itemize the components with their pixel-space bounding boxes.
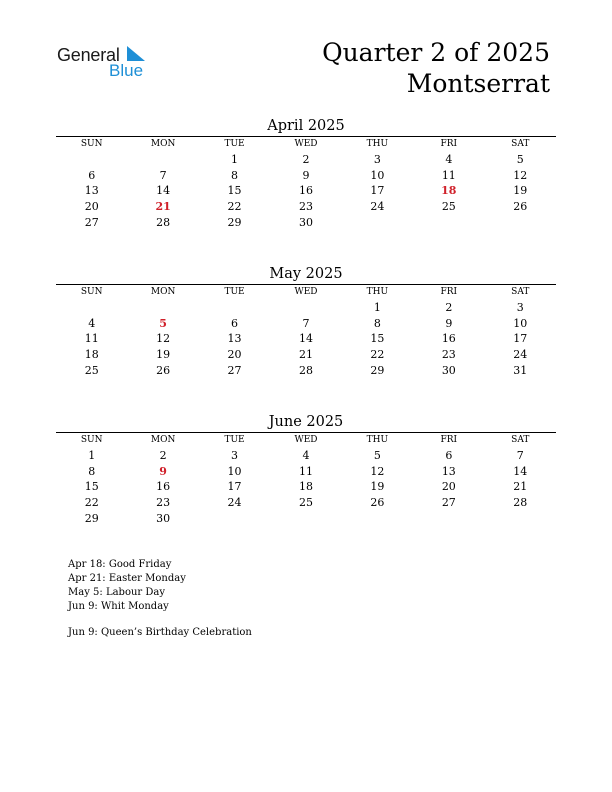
empty-day-cell (413, 511, 484, 527)
day-cell: 1 (373, 301, 381, 314)
weekday-label: SAT (511, 287, 530, 297)
day-cell: 21 (298, 348, 313, 362)
month-title: June 2025 (268, 414, 344, 430)
day-cell: 10 (513, 316, 528, 330)
calendar-month-may (56, 264, 556, 379)
weekday-label: MON (150, 139, 176, 149)
weekday-header-row (56, 285, 556, 300)
day-cell: 8 (88, 464, 96, 478)
title-country: Montserrat (406, 69, 550, 98)
day-cell: 11 (441, 168, 456, 182)
week-row (56, 199, 556, 215)
empty-day-cell (127, 152, 198, 168)
day-cell: 19 (513, 184, 528, 198)
calendar-month-april (56, 116, 556, 231)
day-cell: 18 (298, 480, 313, 494)
day-cell: 26 (370, 496, 385, 510)
month-grid (56, 285, 556, 379)
day-cell: 29 (227, 215, 242, 229)
month-grid (56, 433, 556, 527)
day-cell: 19 (370, 480, 385, 494)
day-cell: 13 (84, 184, 99, 198)
page-title (322, 37, 550, 99)
week-row (56, 495, 556, 511)
generalblue-logo (57, 42, 167, 82)
day-cell: 16 (441, 332, 456, 346)
day-cell: 14 (513, 464, 528, 478)
empty-day-cell (56, 300, 127, 316)
empty-day-cell (270, 511, 341, 527)
weekday-header-row (56, 433, 556, 448)
holiday-day-cell: 9 (159, 464, 167, 478)
day-cell: 31 (513, 363, 528, 377)
week-row (56, 215, 556, 231)
logo-triangle-icon (125, 46, 147, 62)
day-cell: 7 (302, 316, 310, 330)
day-cell: 27 (441, 496, 456, 510)
day-cell: 24 (513, 348, 528, 362)
day-cell: 4 (88, 316, 96, 330)
weekday-label: THU (366, 139, 389, 149)
day-cell: 10 (227, 464, 242, 478)
day-cell: 28 (298, 363, 313, 377)
weekday-label: SUN (80, 435, 103, 445)
day-cell: 16 (156, 480, 171, 494)
day-cell: 15 (227, 184, 242, 198)
day-cell: 6 (231, 316, 239, 330)
day-cell: 3 (231, 449, 239, 462)
week-row (56, 168, 556, 184)
weekday-label: SUN (80, 287, 103, 297)
day-cell: 9 (302, 168, 310, 182)
day-cell: 2 (159, 449, 167, 462)
day-cell: 30 (156, 511, 171, 525)
day-cell: 17 (513, 332, 528, 346)
week-row (56, 479, 556, 495)
day-cell: 14 (298, 332, 313, 346)
day-cell: 15 (370, 332, 385, 346)
day-cell: 19 (156, 348, 171, 362)
day-cell: 3 (516, 301, 524, 314)
day-cell: 16 (298, 184, 313, 198)
day-cell: 13 (441, 464, 456, 478)
day-cell: 29 (84, 511, 99, 525)
day-cell: 1 (88, 449, 96, 462)
day-cell: 20 (227, 348, 242, 362)
day-cell: 27 (227, 363, 242, 377)
month-title: May 2025 (269, 266, 343, 282)
week-row (56, 347, 556, 363)
weekday-label: FRI (440, 435, 458, 445)
empty-day-cell (342, 511, 413, 527)
weekday-label: TUE (224, 287, 245, 297)
day-cell: 6 (88, 168, 96, 182)
day-cell: 5 (516, 153, 524, 166)
day-cell: 12 (513, 168, 528, 182)
observance-note: Jun 9: Queen’s Birthday Celebration (68, 627, 252, 638)
week-row (56, 448, 556, 464)
holiday-day-cell: 5 (159, 316, 167, 330)
day-cell: 7 (159, 168, 167, 182)
day-cell: 2 (302, 153, 310, 166)
day-cell: 15 (84, 480, 99, 494)
weekday-label: THU (366, 435, 389, 445)
month-title: April 2025 (267, 118, 345, 134)
day-cell: 11 (298, 464, 313, 478)
day-cell: 23 (441, 348, 456, 362)
day-cell: 20 (84, 200, 99, 214)
weekday-label: MON (150, 435, 176, 445)
empty-day-cell (413, 215, 484, 231)
day-cell: 7 (516, 449, 524, 462)
day-cell: 24 (370, 200, 385, 214)
day-cell: 23 (156, 496, 171, 510)
day-cell: 22 (370, 348, 385, 362)
day-cell: 26 (513, 200, 528, 214)
day-cell: 28 (156, 215, 171, 229)
weekday-label: TUE (224, 435, 245, 445)
day-cell: 30 (298, 215, 313, 229)
day-cell: 30 (441, 363, 456, 377)
weekday-label: WED (294, 435, 318, 445)
day-cell: 21 (513, 480, 528, 494)
day-cell: 18 (84, 348, 99, 362)
logo-text-blue: Blue (109, 61, 144, 80)
weekday-label: SUN (80, 139, 103, 149)
week-row (56, 331, 556, 347)
week-row (56, 316, 556, 332)
calendar-month-june (56, 412, 556, 527)
day-cell: 24 (227, 496, 242, 510)
title-quarter: Quarter 2 of 2025 (322, 38, 550, 67)
weekday-label: FRI (440, 139, 458, 149)
logo-text-general: General (57, 45, 120, 65)
weekday-label: WED (294, 287, 318, 297)
day-cell: 2 (445, 301, 453, 314)
day-cell: 29 (370, 363, 385, 377)
holiday-note: May 5: Labour Day (68, 587, 165, 598)
day-cell: 23 (298, 200, 313, 214)
empty-day-cell (342, 215, 413, 231)
empty-day-cell (199, 300, 270, 316)
empty-day-cell (56, 152, 127, 168)
day-cell: 1 (231, 153, 239, 166)
weekday-label: SAT (511, 435, 530, 445)
month-grid (56, 137, 556, 231)
day-cell: 25 (298, 496, 313, 510)
day-cell: 22 (227, 200, 242, 214)
empty-day-cell (199, 511, 270, 527)
empty-day-cell (485, 511, 556, 527)
day-cell: 5 (373, 449, 381, 462)
weekday-label: FRI (440, 287, 458, 297)
day-cell: 17 (227, 480, 242, 494)
day-cell: 20 (441, 480, 456, 494)
day-cell: 26 (156, 363, 171, 377)
day-cell: 17 (370, 184, 385, 198)
day-cell: 8 (373, 316, 381, 330)
day-cell: 13 (227, 332, 242, 346)
empty-day-cell (127, 300, 198, 316)
day-cell: 3 (373, 153, 381, 166)
day-cell: 10 (370, 168, 385, 182)
holiday-day-cell: 21 (155, 200, 171, 214)
day-cell: 8 (231, 168, 239, 182)
day-cell: 25 (84, 363, 99, 377)
week-row (56, 464, 556, 480)
day-cell: 25 (441, 200, 456, 214)
week-row (56, 300, 556, 316)
day-cell: 14 (156, 184, 171, 198)
weekday-label: SAT (511, 139, 530, 149)
weekday-label: THU (366, 287, 389, 297)
week-row (56, 152, 556, 168)
holiday-notes (68, 558, 252, 640)
holiday-day-cell: 18 (441, 184, 457, 198)
weekday-label: WED (294, 139, 318, 149)
day-cell: 27 (84, 215, 99, 229)
holiday-note: Apr 18: Good Friday (68, 559, 172, 570)
empty-day-cell (270, 300, 341, 316)
day-cell: 28 (513, 496, 528, 510)
holiday-note: Jun 9: Whit Monday (68, 601, 169, 612)
day-cell: 4 (445, 153, 453, 166)
holiday-note: Apr 21: Easter Monday (68, 573, 186, 584)
day-cell: 22 (84, 496, 99, 510)
empty-day-cell (485, 215, 556, 231)
weekday-header-row (56, 137, 556, 152)
week-row (56, 511, 556, 527)
day-cell: 9 (445, 316, 453, 330)
day-cell: 12 (370, 464, 385, 478)
day-cell: 12 (156, 332, 171, 346)
weekday-label: TUE (224, 139, 245, 149)
weekday-label: MON (150, 287, 176, 297)
day-cell: 6 (445, 449, 453, 462)
day-cell: 11 (84, 332, 99, 346)
week-row (56, 183, 556, 199)
week-row (56, 363, 556, 379)
day-cell: 4 (302, 449, 310, 462)
